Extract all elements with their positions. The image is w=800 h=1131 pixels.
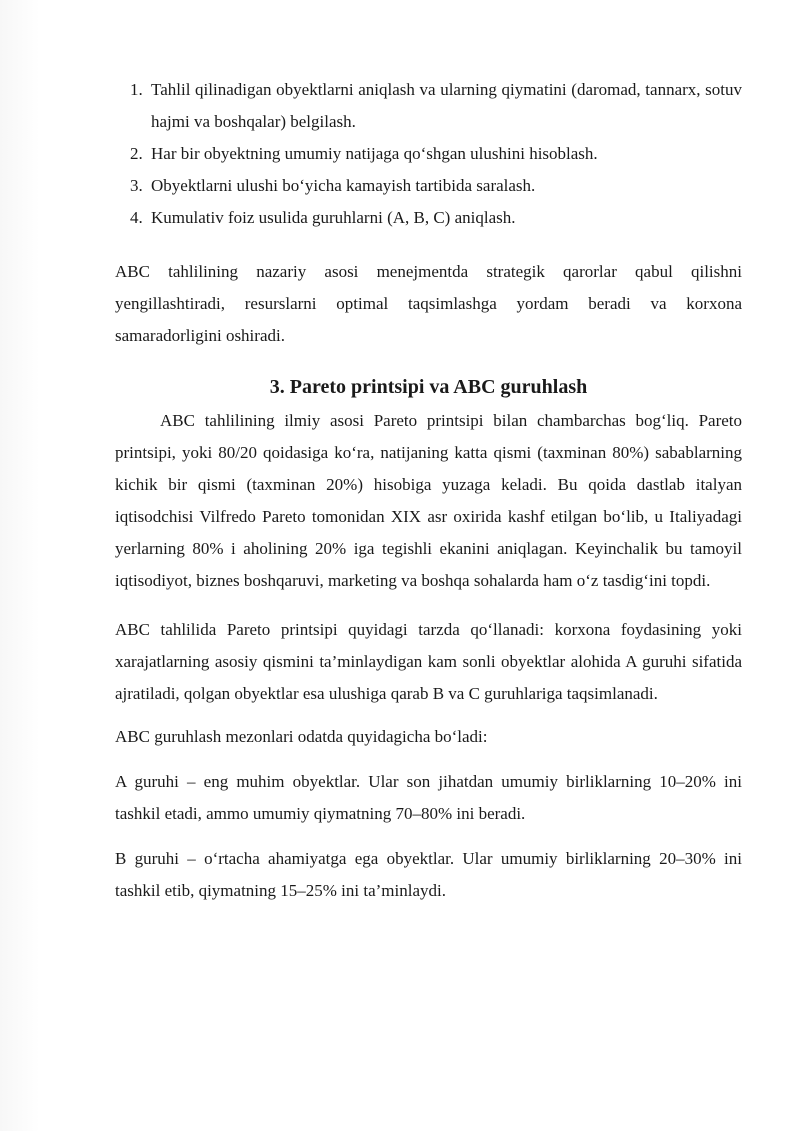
paragraph-pareto-principle: ABC tahlilining ilmiy asosi Pareto printsipi bilan chambarchas bogʻliq. Pareto printsipi, yoki 80/20 qoidasiga koʻra, natijaning katta qismi (taxminan 80%) sabablarning kichik bir qismi (taxminan 20%) hisobiga yuzaga keladi. Bu qoida dastlab italyan iqtisodchisi Vilfredo Pareto tomonidan XIX asr oxirida kashf etilgan boʻlib, u Italiyadagi yerlarning 80% i aholining 20% iga tegishli ekanini aniqlagan. Keyinchalik bu tamoyil iqtisodiyot, biznes boshqaruvi, marketing va boshqa sohalarda ham oʻz tasdigʻini topdi. (115, 411, 742, 590)
list-item-number: 2. (130, 144, 143, 163)
list-item (115, 170, 742, 202)
paragraph-group-a: A guruhi – eng muhim obyektlar. Ular son jihatdan umumiy birliklarning 10–20% ini tashkil etadi, ammo umumiy qiymatning 70–80% ini beradi. (115, 772, 742, 823)
list-item (115, 138, 742, 170)
list-item-text: Kumulativ foiz usulida guruhlarni (A, B, C) aniqlash. (151, 208, 516, 227)
paragraph-intro: ABC tahlilining nazariy asosi menejmentda strategik qarorlar qabul qilishni yengillashtiradi, resurslarni optimal taqsimlashga yordam beradi va korxona samaradorligini oshiradi. (115, 262, 742, 345)
list-item-text: Tahlil qilinadigan obyektlarni aniqlash va ularning qiymatini (daromad, tannarx, sotuv hajmi va boshqalar) belgilash. (151, 80, 742, 131)
paragraph-group-b: B guruhi – oʻrtacha ahamiyatga ega obyektlar. Ular umumiy birliklarning 20–30% ini tashkil etib, qiymatning 15–25% ini ta’minlaydi. (115, 849, 742, 900)
list-item-number: 1. (130, 80, 143, 99)
paragraph-abc-application: ABC tahlilida Pareto printsipi quyidagi tarzda qoʻllanadi: korxona foydasining yoki xarajatlarning asosiy qismini ta’minlaydigan kam sonli obyektlar alohida A guruhi sifatida ajratiladi, qolgan obyektlar esa ulushiga qarab B va C guruhlariga taqsimlanadi. (115, 620, 742, 703)
page-content (115, 74, 742, 907)
list-item (115, 74, 742, 138)
list-item (115, 202, 742, 234)
list-item-text: Obyektlarni ulushi boʻyicha kamayish tartibida saralash. (151, 176, 536, 195)
list-item-number: 4. (130, 208, 143, 227)
list-item-number: 3. (130, 176, 143, 195)
paragraph-grouping-criteria: ABC guruhlash mezonlari odatda quyidagicha boʻladi: (115, 727, 488, 746)
list-item-text: Har bir obyektning umumiy natijaga qoʻshgan ulushini hisoblash. (151, 144, 598, 163)
section-heading: 3. Pareto printsipi va ABC guruhlash (269, 376, 588, 398)
numbered-list (115, 74, 742, 234)
